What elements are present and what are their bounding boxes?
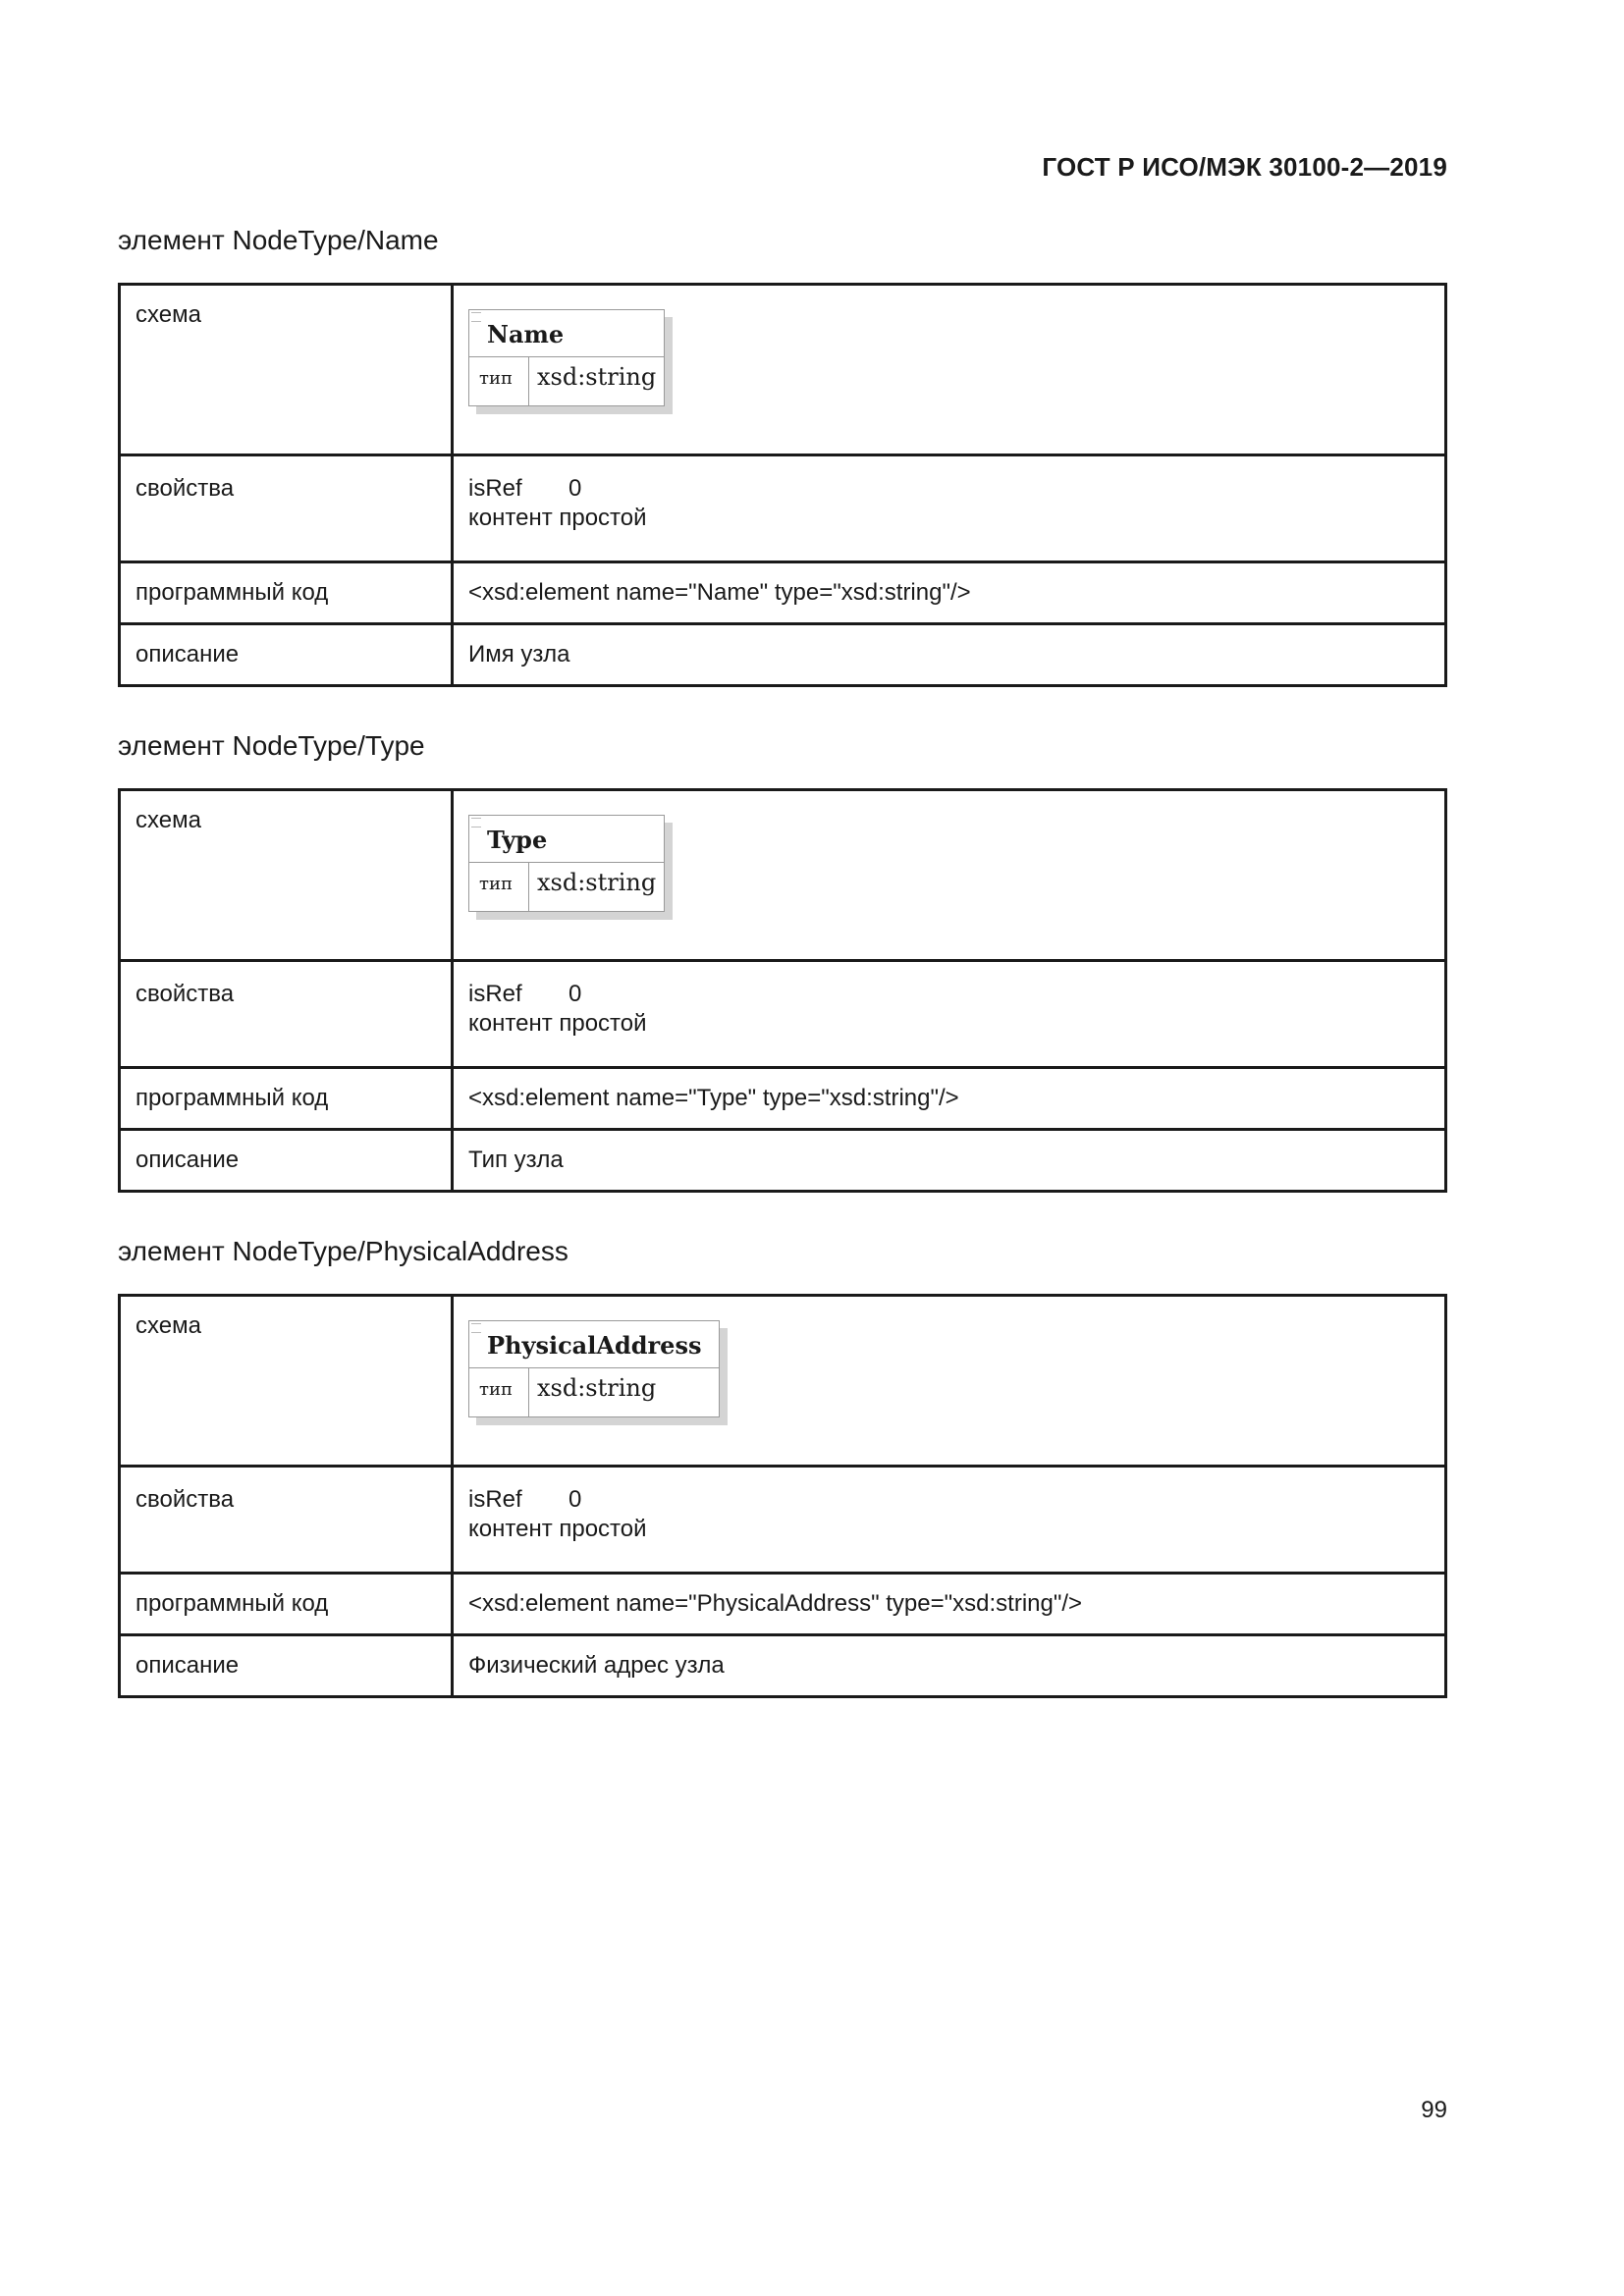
section-title: элемент NodeType/Type	[118, 730, 425, 761]
schema-type-row	[469, 863, 664, 911]
schema-element-name: PhysicalAddress	[469, 1321, 719, 1368]
isref-value: 0	[568, 981, 582, 1007]
schema-type-row	[469, 1368, 719, 1416]
page-number: 99	[1421, 2097, 1447, 2123]
description-value: Физический адрес узла	[453, 1635, 1446, 1697]
section-title: элемент NodeType/PhysicalAddress	[118, 1236, 568, 1266]
properties-row	[120, 455, 1446, 562]
content-type: контент простой	[468, 505, 647, 531]
schema-diagram-box	[468, 309, 665, 406]
properties-row	[120, 1467, 1446, 1574]
schema-element-name: Name	[469, 310, 664, 357]
schema-diagram-box	[468, 1320, 720, 1417]
code-row	[120, 562, 1446, 624]
schema-type-row	[469, 357, 664, 405]
properties-row	[120, 961, 1446, 1068]
description-row	[120, 624, 1446, 686]
isref-line	[468, 474, 1430, 504]
description-label: описание	[120, 624, 453, 686]
content-type: контент простой	[468, 1010, 647, 1037]
schema-type-key: тип	[469, 863, 529, 911]
properties-cell	[453, 455, 1446, 562]
schema-element-name: Type	[469, 816, 664, 863]
properties-label: свойства	[120, 961, 453, 1068]
properties-cell	[453, 1467, 1446, 1574]
element-section-type	[118, 729, 1447, 1193]
schema-label: схема	[120, 790, 453, 961]
isref-key: isRef	[468, 981, 522, 1007]
schema-cell	[453, 790, 1446, 961]
schema-cell	[453, 285, 1446, 455]
schema-type-value: xsd:string	[537, 869, 657, 896]
element-table	[118, 788, 1447, 1193]
schema-diagram-box	[468, 815, 665, 912]
schema-type-value: xsd:string	[537, 1374, 657, 1402]
element-table	[118, 1294, 1447, 1698]
isref-line	[468, 1485, 1430, 1515]
schema-row	[120, 1296, 1446, 1467]
isref-value: 0	[568, 475, 582, 502]
document-header: ГОСТ Р ИСО/МЭК 30100-2—2019	[1042, 152, 1447, 182]
description-row	[120, 1635, 1446, 1697]
code-value: <xsd:element name="Type" type="xsd:string"/>	[453, 1068, 1446, 1130]
properties-label: свойства	[120, 1467, 453, 1574]
element-icon	[471, 312, 481, 322]
description-value: Имя узла	[453, 624, 1446, 686]
schema-label: схема	[120, 1296, 453, 1467]
isref-line	[468, 980, 1430, 1009]
code-label: программный код	[120, 562, 453, 624]
isref-value: 0	[568, 1486, 582, 1513]
element-section-name	[118, 224, 1447, 687]
code-row	[120, 1068, 1446, 1130]
element-section-physical-address	[118, 1235, 1447, 1698]
section-title: элемент NodeType/Name	[118, 225, 439, 255]
code-value: <xsd:element name="PhysicalAddress" type="xsd:string"/>	[453, 1574, 1446, 1635]
description-label: описание	[120, 1130, 453, 1192]
code-label: программный код	[120, 1574, 453, 1635]
schema-cell	[453, 1296, 1446, 1467]
element-icon	[471, 818, 481, 828]
code-row	[120, 1574, 1446, 1635]
schema-row	[120, 790, 1446, 961]
content-type: контент простой	[468, 1516, 647, 1542]
schema-label: схема	[120, 285, 453, 455]
element-table	[118, 283, 1447, 687]
isref-key: isRef	[468, 1486, 522, 1513]
code-value: <xsd:element name="Name" type="xsd:string"/>	[453, 562, 1446, 624]
schema-type-value: xsd:string	[537, 363, 657, 391]
properties-cell	[453, 961, 1446, 1068]
code-label: программный код	[120, 1068, 453, 1130]
description-row	[120, 1130, 1446, 1192]
isref-key: isRef	[468, 475, 522, 502]
properties-label: свойства	[120, 455, 453, 562]
element-icon	[471, 1323, 481, 1333]
description-label: описание	[120, 1635, 453, 1697]
schema-type-key: тип	[469, 1368, 529, 1416]
schema-type-key: тип	[469, 357, 529, 405]
description-value: Тип узла	[453, 1130, 1446, 1192]
schema-row	[120, 285, 1446, 455]
